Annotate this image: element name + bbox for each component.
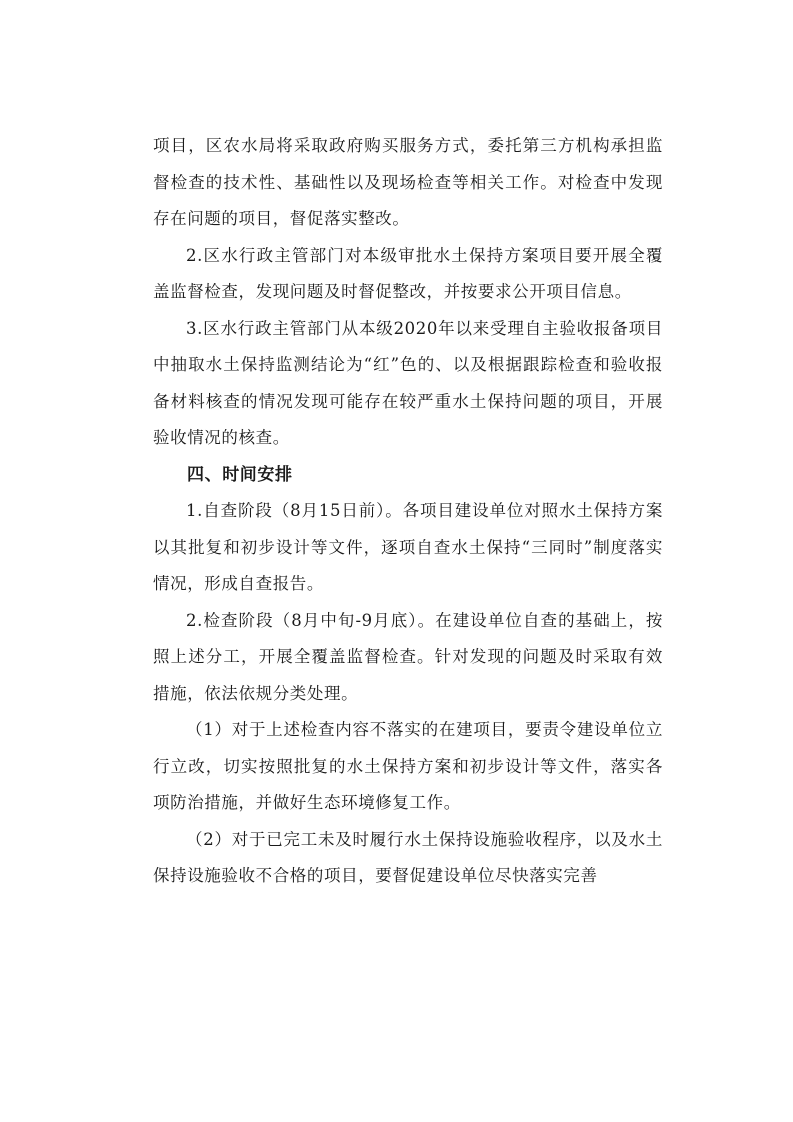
paragraph-self-check-stage: 1.自查阶段（8月15日前）。各项目建设单位对照水土保持方案以其批复和初步设计等文件，逐项自查水土保持“三同时”制度落实情况，形成自查报告。 xyxy=(153,501,663,593)
paragraph-item-2: 2.区水行政主管部门对本级审批水土保持方案项目要开展全覆盖监督检查，发现问题及时督促整改，并按要求公开项目信息。 xyxy=(153,245,663,301)
section-heading-schedule: 四、时间安排 xyxy=(187,464,293,485)
paragraph-inspection-stage: 2.检查阶段（8月中旬-9月底）。在建设单位自查的基础上，按照上述分工，开展全覆盖监督检查。针对发现的问题及时采取有效措施，依法依规分类处理。 xyxy=(153,610,663,703)
paragraph-sub-item-2: （2）对于已完工未及时履行水土保持设施验收程序，以及水土保持设施验收不合格的项目，要督促建设单位尽快落实完善 xyxy=(153,829,663,885)
paragraph-item-3: 3.区水行政主管部门从本级2020年以来受理自主验收报备项目中抽取水土保持监测结论为“红”色的、以及根据跟踪检查和验收报备材料核查的情况发现可能存在较严重水土保持问题的项目，开展验收情况的核查。 xyxy=(153,318,663,447)
document-body xyxy=(153,128,663,895)
paragraph-continuation: 项目，区农水局将采取政府购买服务方式，委托第三方机构承担监督检查的技术性、基础性以及现场检查等相关工作。对检查中发现存在问题的项目，督促落实整改。 xyxy=(153,136,663,228)
paragraph-sub-item-1: （1）对于上述检查内容不落实的在建项目，要责令建设单位立行立改，切实按照批复的水土保持方案和初步设计等文件，落实各项防治措施，并做好生态环境修复工作。 xyxy=(153,720,663,812)
